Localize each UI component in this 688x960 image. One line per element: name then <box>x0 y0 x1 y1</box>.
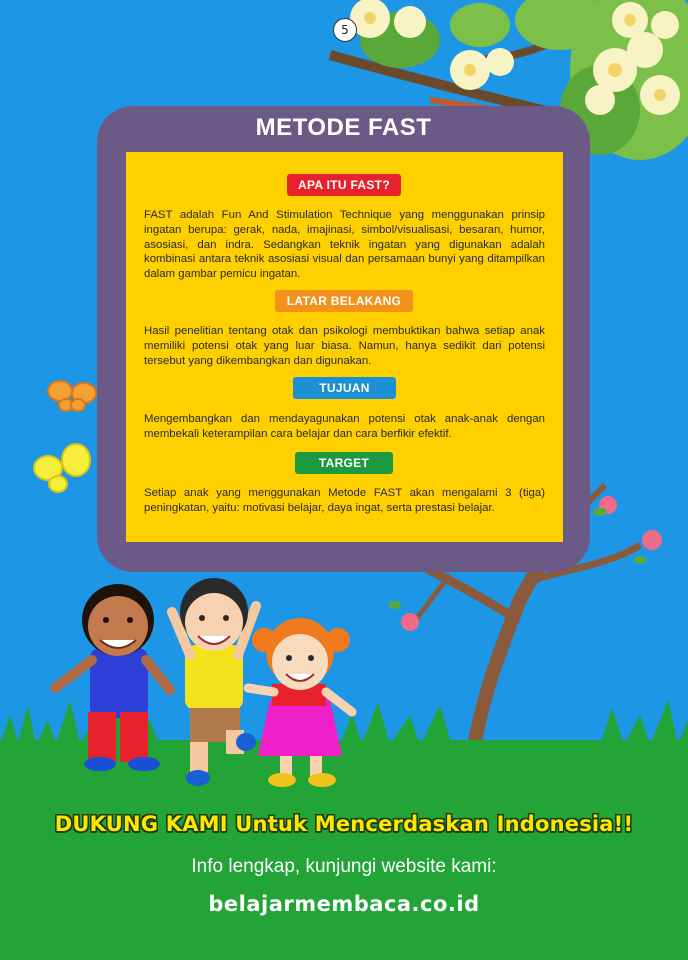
page-number: 5 <box>333 18 357 42</box>
section-text-latar-belakang: Hasil penelitian tentang otak dan psikologi membuktikan bahwa setiap anak memiliki potensi otak yang luar biasa. Namun, hanya sedikit dari potensi tersebut yang dikembangkan dan digunakan. <box>144 325 545 367</box>
slogan: DUKUNG KAMI Untuk Mencerdaskan Indonesia!! <box>54 812 634 836</box>
section-text-target: Setiap anak yang menggunakan Metode FAST akan mengalami 3 (tiga) peningkatan, yaitu: motivasi belajar, daya ingat, serta prestasi belajar. <box>144 487 545 514</box>
section-heading-target: TARGET <box>295 452 393 474</box>
section-heading-apa-itu-fast: APA ITU FAST? <box>287 174 401 196</box>
section-text-tujuan: Mengembangkan dan mendayagunakan potensi otak anak-anak dengan membekali keterampilan cara belajar dan cara berfikir efektif. <box>144 413 545 440</box>
info-text: Info lengkap, kunjungi website kami: <box>191 856 497 877</box>
section-text-apa-itu-fast: FAST adalah Fun And Stimulation Technique yang menggunakan prinsip ingatan berupa: gerak, nada, imajinasi, simbol/visualisasi, besaran, humor, asosiasi, dan indra. Sedangkan teknik ingatan yang digunakan adalah kombinasi antara teknik asosiasi visual dan persamaan bunyi yang ditampilkan dalam gambar pemicu ingatan. <box>144 209 545 281</box>
section-heading-latar-belakang: LATAR BELAKANG <box>275 290 413 312</box>
page-title: METODE FAST <box>255 114 432 141</box>
website-link[interactable]: belajarmembaca.co.id <box>208 892 480 916</box>
section-heading-tujuan: TUJUAN <box>293 377 396 399</box>
